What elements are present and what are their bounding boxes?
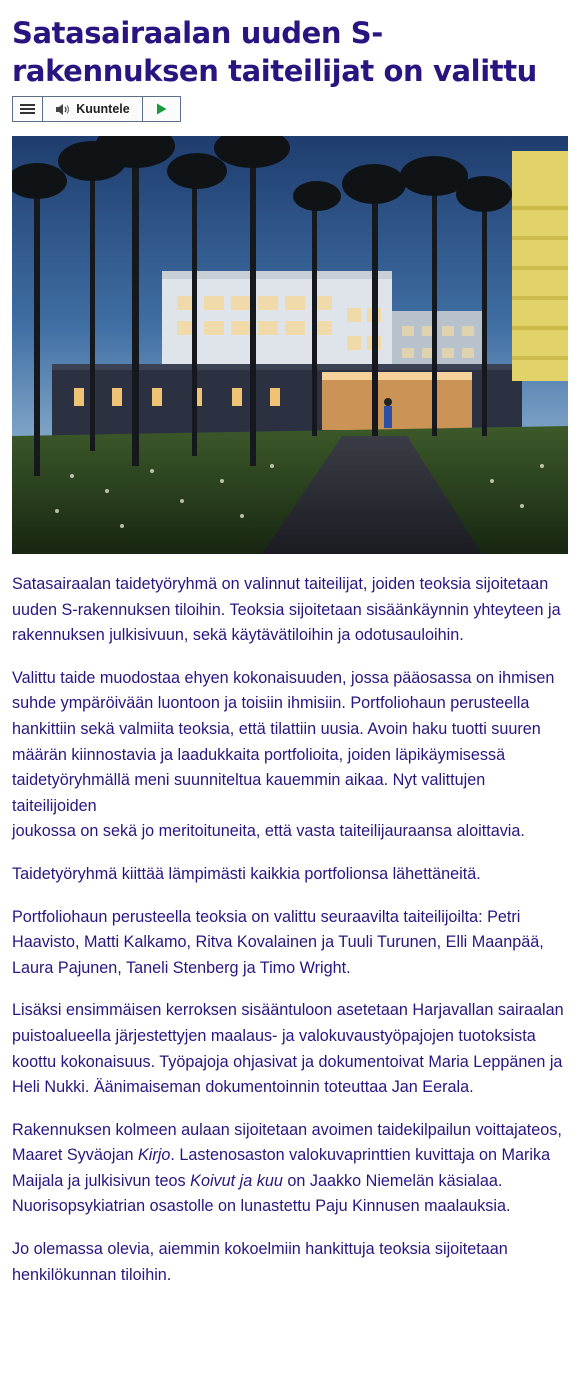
paragraph-thanks: Taidetyöryhmä kiittää lämpimästi kaikkia portfolionsa lähettäneitä. [12,864,481,883]
text-span: on Jaakko Niemelän käsialaa. Nuorisopsykiatrian osastolle on lunastettu Paju Kinnusen maalauksia. [12,1171,511,1216]
paragraph-selected-art-part2: joukossa on sekä jo meritoituneita, että vasta taiteilijauraansa aloittavia. [12,822,525,841]
player-menu-button[interactable] [13,97,43,121]
hamburger-icon [20,104,35,115]
paragraph-existing-works: Jo olemassa olevia, aiemmin kokoelmiin hankittuja teoksia sijoitetaan henkilökunnan tiloihin. [12,1240,508,1284]
paragraph-selected-art-part1: Valittu taide muodostaa ehyen kokonaisuuden, jossa pääosassa on ihmisen suhde ympäröivään luontoon ja toisiin ihmisiin. Portfoliohaun perusteella hankittiin sekä valmiita teoksia, että tilattiin uusia. Avoin haku tuotti suuren määrän kiinnostavia ja laadukkaita portfolioita, joiden läpikäymisessä taidetyöryhmällä meni suunniteltua kauemmin aikaa. Nyt valittujen taiteilijoiden [12,668,555,815]
text-span: . Lastenosaston valokuvaprinttien kuvittaja on Marika Maijala ja julkisivun teos [12,1146,551,1190]
hero-image [12,136,568,554]
artwork-title: Koivut ja kuu [190,1171,283,1190]
paragraph-lobbies [12,1118,572,1220]
page-title: Satasairaalan uuden S-rakennuksen taiteilijat on valittu [12,16,537,88]
play-button[interactable] [143,97,180,121]
speaker-icon [55,103,71,116]
article-body [12,572,572,1288]
artwork-title: Kirjo [137,1146,171,1165]
text-span: Rakennuksen kolmeen aulaan sijoitetaan avoimen taidekilpailun voittajateos, Maaret Syväojan [12,1120,562,1165]
paragraph-intro: Satasairaalan taidetyöryhmä on valinnut taiteilijat, joiden teoksia sijoitetaan uuden S-rakennuksen tiloihin. Teoksia sijoitetaan sisäänkäynnin yhteyteen ja rakennuksen julkisivuun, sekä käytävätiloihin ja odotusauloihin. [12,575,561,645]
paragraph-selected-art [12,666,572,845]
listen-label: Kuuntele [76,102,130,116]
listen-button[interactable] [43,97,143,121]
listen-player [12,96,181,122]
paragraph-artists: Portfoliohaun perusteella teoksia on valittu seuraavilta taiteilijoilta: Petri Haavisto, Matti Kalkamo, Ritva Kovalainen ja Tuuli Turunen, Elli Maanpää, Laura Pajunen, Taneli Stenberg ja Timo Wright. [12,907,544,977]
play-icon [156,103,167,115]
paragraph-workshops: Lisäksi ensimmäisen kerroksen sisääntuloon asetetaan Harjavallan sairaalan puistoalueella järjestettyjen maalaus- ja valokuvaustyöpajojen tuotoksista koottu kokonaisuus. Työpajoja ohjasivat ja dokumentoivat Maria Leppänen ja Heli Nukki. Äänimaiseman dokumentoinnin toteuttaa Jan Eerala. [12,1001,564,1097]
